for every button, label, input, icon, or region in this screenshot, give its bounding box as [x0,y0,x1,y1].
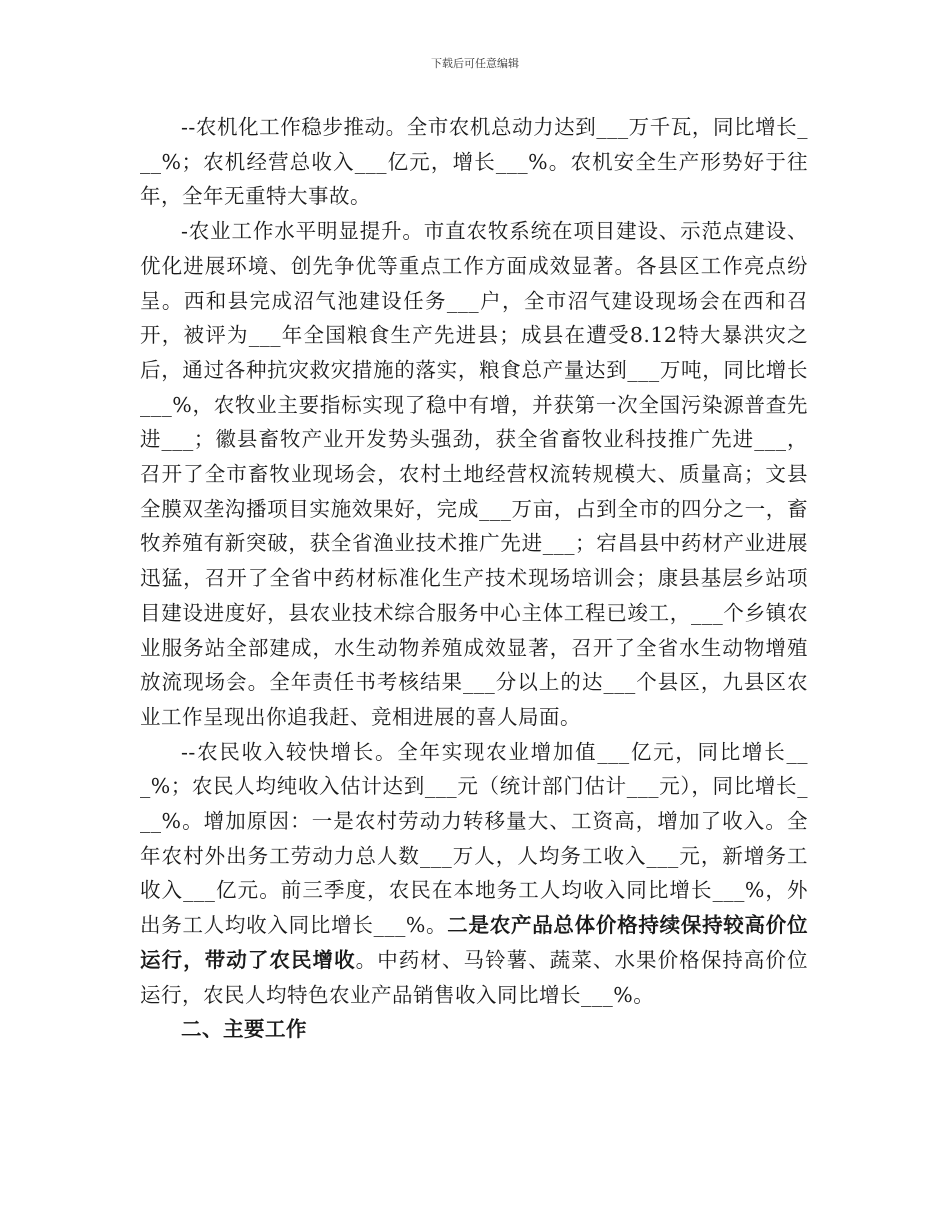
header-note: 下载后可任意编辑 [431,57,519,70]
document-body [140,110,808,1047]
farmer-income-text-b: 。中药材、马铃薯、蔬菜、水果价格保持高价位运行，农民人均特色农业产品销售收入同比增长___%。 [140,947,809,1007]
farmer-income-bold-text: 二是农产品总体价格持续保持较高价位运行，带动了农民增收 [140,913,808,972]
paragraph-farmer-income [140,735,808,1013]
farmer-income-text-a: --农民收入较快增长。全年实现农业增加值___亿元，同比增长___%；农民人均纯收入估计达到___元（统计部门估计___元），同比增长___%。增加原因：一是农村劳动力转移量大、工资高，增加了收入。全年农村外出务工劳动力总人数___万人，人均务工收入___元，新增务工收入___亿元。前三季度，农民在本地务工人均收入同比增长___%，外出务工人均收入同比增长___%。 [140,739,808,938]
paragraph-agri-mechanization: --农机化工作稳步推动。全市农机总动力达到___万千瓦，同比增长___%；农机经营总收入___亿元，增长___%。农机安全生产形势好于往年，全年无重特大事故。 [140,115,808,209]
paragraph-agri-work-level: -农业工作水平明显提升。市直农牧系统在项目建设、示范点建设、优化进展环境、创先争优等重点工作方面成效显著。各县区工作亮点纷呈。西和县完成沼气池建设任务___户，全市沼气建设现场会在西和召开，被评为___年全国粮食生产先进县；成县在遭受8.12特大暴洪灾之后，通过各种抗灾救灾措施的落实，粮食总产量达到___万吨，同比增长___%，农牧业主要指标实现了稳中有增，并获第一次全国污染源普查先进___；徽县畜牧产业开发势头强劲，获全省畜牧业科技推广先进___，召开了全市畜牧业现场会，农村土地经营权流转规模大、质量高；文县全膜双垄沟播项目实施效果好，完成___万亩，占到全市的四分之一，畜牧养殖有新突破，获全省渔业技术推广先进___；宕昌县中药材产业进展迅猛，召开了全省中药材标准化生产技术现场培训会；康县基层乡站项目建设进度好，县农业技术综合服务中心主体工程已竣工，___个乡镇农业服务站全部建成，水生动物养殖成效显著，召开了全省水生动物增殖放流现场会。全年责任书考核结果___分以上的达___个县区，九县区农业工作呈现出你追我赶、竞相进展的喜人局面。 [140,219,808,729]
section-heading: 二、主要工作 [181,1017,307,1042]
